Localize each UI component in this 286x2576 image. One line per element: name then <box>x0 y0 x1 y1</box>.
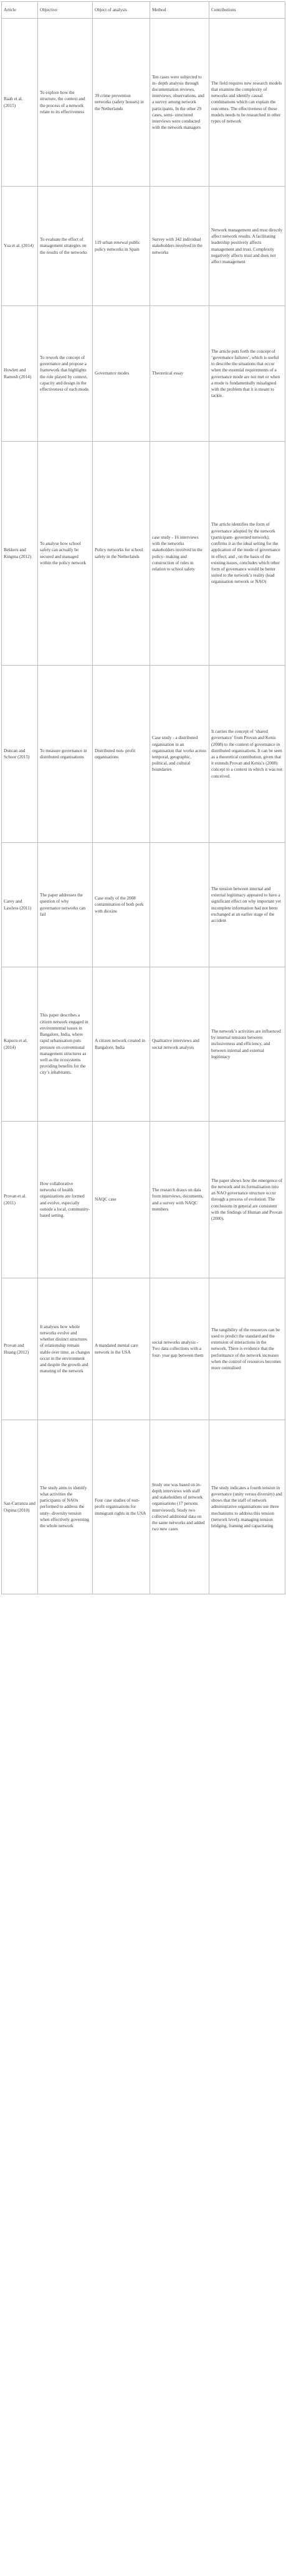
cell-method: Case study - a distributed organisation in an organisation that works across temporal, geographic, political, and cultural boundaries <box>150 666 209 843</box>
cell-object: 119 urban renewal public policy networks in Spain <box>93 187 150 306</box>
cell-article: Carey and Lawless (2011) <box>2 843 38 967</box>
cell-contributions: The network’s activities are influenced by internal tensions between inclusiveness and efficiency, and between internal and external legitimacy <box>209 967 285 1122</box>
cell-article: Raab et al. (2015) <box>2 19 38 187</box>
cell-contributions: The paper shows how the emergence of the network and its formalisation into an NAO governance structure occur through a process of evolution. The conclusions in general are consistent with the findings of Human and Provan (2000). <box>209 1122 285 1278</box>
cell-method: Ten cases were subjected to in- depth analysis through documentation reviews, interviews, observations, and a survey among network participants. In the other 29 cases, semi- structured interviews were conducted with the network managers <box>150 19 209 187</box>
cell-objective: This paper describes a citizen network engaged in environmental issues in Bangalore, India, where rapid urbanisation puts pressure on conventional management structures as well as the ecosystems providing benefits for the city’s inhabitants. <box>38 967 93 1122</box>
table-row <box>2 1420 285 1594</box>
cell-method: case study - 16 interviews with the networks stakeholders involved in the policy- making and construction of rules in relation to school safety <box>150 442 209 666</box>
cell-article: Provan and Huang (2012) <box>2 1278 38 1420</box>
cell-method: Survey with 342 individual stakeholders involved in the networks <box>150 187 209 306</box>
table-body <box>2 19 285 1594</box>
header-objective: Objective <box>38 2 93 19</box>
cell-article: Saz-Carranza and Ospina (2010) <box>2 1420 38 1594</box>
cell-object: A mandated mental care network in the USA <box>93 1278 150 1420</box>
cell-article: Provan et al. (2011) <box>2 1122 38 1278</box>
cell-object: Case study of the 2008 contamination of both pork with dioxins <box>93 843 150 967</box>
cell-article: Bekkers and Kingma (2012) <box>2 442 38 666</box>
cell-object: NAQC case <box>93 1122 150 1278</box>
cell-object: Four case studies of non- profit organisations for immigrant rights in the USA <box>93 1420 150 1594</box>
cell-objective: To explore how the structure, the context and the process of a network relate to its effectiveness <box>38 19 93 187</box>
cell-objective: It analyses how whole networks evolve and whether distinct structures of relationship remain stable over time, as changes occur in the environment and despite the growth and maturing of the network <box>38 1278 93 1420</box>
cell-objective: How collaborative networks of health organizations are formed and evolve, especially outside a local, community- based setting. <box>38 1122 93 1278</box>
header-object-of-analysis: Object of analysis <box>93 2 150 19</box>
table-row <box>2 187 285 306</box>
header-contributions: Contributions <box>209 2 285 19</box>
cell-objective: To measure governance in distributed organisations <box>38 666 93 843</box>
literature-review-table <box>1 1 285 1594</box>
table-row <box>2 843 285 967</box>
table-row <box>2 1278 285 1420</box>
cell-contributions: The field requires new research models that examine the complexity of networks and identify causal combinations which can explain the outcomes. The effectiveness of these models needs to be researched in other types of network <box>209 19 285 187</box>
cell-object: Governance modes <box>93 306 150 442</box>
cell-article: Duncan and Schoor (2015) <box>2 666 38 843</box>
table-row <box>2 306 285 442</box>
cell-contributions: Network management and trust directly affect network results. A facilitating leadership positively affects management and trust. Complexity negatively affects trust and does not affect management <box>209 187 285 306</box>
header-article: Article <box>2 2 38 19</box>
cell-contributions: The tension between internal and external legitimacy appeared to have a significant effect on why important yet incomplete information had not been exchanged at an earlier stage of the accident <box>209 843 285 967</box>
cell-method: Study one was based on in- depth interviews with staff and stakeholders of network organisations (17 persons interviewed). Study two collected additional data on the same networks and added two new cases <box>150 1420 209 1594</box>
cell-contributions: The article puts forth the concept of ‘governance failures’, which is useful to describe the situations that occur when the essential requirements of a governance mode are not met or when a mode is fundamentally misaligned with the problem that it is meant to tackle. <box>209 306 285 442</box>
header-row <box>2 2 285 19</box>
table-row <box>2 19 285 187</box>
cell-method: Theoretical essay <box>150 306 209 442</box>
cell-article: Howlett and Ramesh (2014) <box>2 306 38 442</box>
cell-contributions: The study indicates a fourth tension in governance (unity versus diversity) and shows that the staff of network administrative organisations use three mechanisms to address this tension (network level): managing tension bridging, framing and capacitating <box>209 1420 285 1594</box>
cell-method: Qualitative interviews and social network analysis <box>150 967 209 1122</box>
cell-object: Distributed non- profit organisations <box>93 666 150 843</box>
cell-object: Policy networks for school safety in the Netherlands <box>93 442 150 666</box>
cell-objective: To analyse how school safety can actually be secured and managed within the policy network <box>38 442 93 666</box>
cell-object: 39 crime prevention networks (safety houses) in the Netherlands <box>93 19 150 187</box>
cell-objective: To evaluate the effect of management strategies on the results of the networks <box>38 187 93 306</box>
cell-objective: The paper addresses the question of why governance networks can fail <box>38 843 93 967</box>
cell-objective: The study aims to identify what activities the participants of NAOs performed to address the unity- diversity tension when effectively governing the whole network <box>38 1420 93 1594</box>
cell-article: Kapucu et al. (2014) <box>2 967 38 1122</box>
table-row <box>2 666 285 843</box>
cell-object: A citizen network created in Bangalore, India <box>93 967 150 1122</box>
table-row <box>2 967 285 1122</box>
table-header <box>2 2 285 19</box>
cell-method: social networks analysis - Two data collections with a four- year gap between them <box>150 1278 209 1420</box>
cell-contributions: The article identifies the form of governance adopted by the network (participant- governed network); confirms it as the ideal setting for the application of the mode of governance in effect; and , on the basis of the existing issues, concludes which other form of governance would be better suited to the network’s reality (lead organisation network or NAO) <box>209 442 285 666</box>
cell-contributions: The tangibility of the resources can be used to predict the standard and the extension of interactions in the network. There is evidence that the performance of the network increases when the control of resources becomes more centralised <box>209 1278 285 1420</box>
cell-method: The research draws on data from interviews, documents, and a survey with NAQC members <box>150 1122 209 1278</box>
cell-contributions: It carries the concept of ‘shared governance’ from Provan and Kenis (2008) to the context of governance in distributed organisations. It can be seen as a theoretical contribution, given that it extends Provan and Kenis’s (2008) concept to a context in which it was not conceived. <box>209 666 285 843</box>
cell-method <box>150 843 209 967</box>
cell-article: Ysa et al. (2014) <box>2 187 38 306</box>
table-row <box>2 442 285 666</box>
header-method: Method <box>150 2 209 19</box>
cell-objective: To rework the concept of governance and propose a framework that highlights the role played by context, capacity and design in the effectiveness of each mode. <box>38 306 93 442</box>
table-row <box>2 1122 285 1278</box>
